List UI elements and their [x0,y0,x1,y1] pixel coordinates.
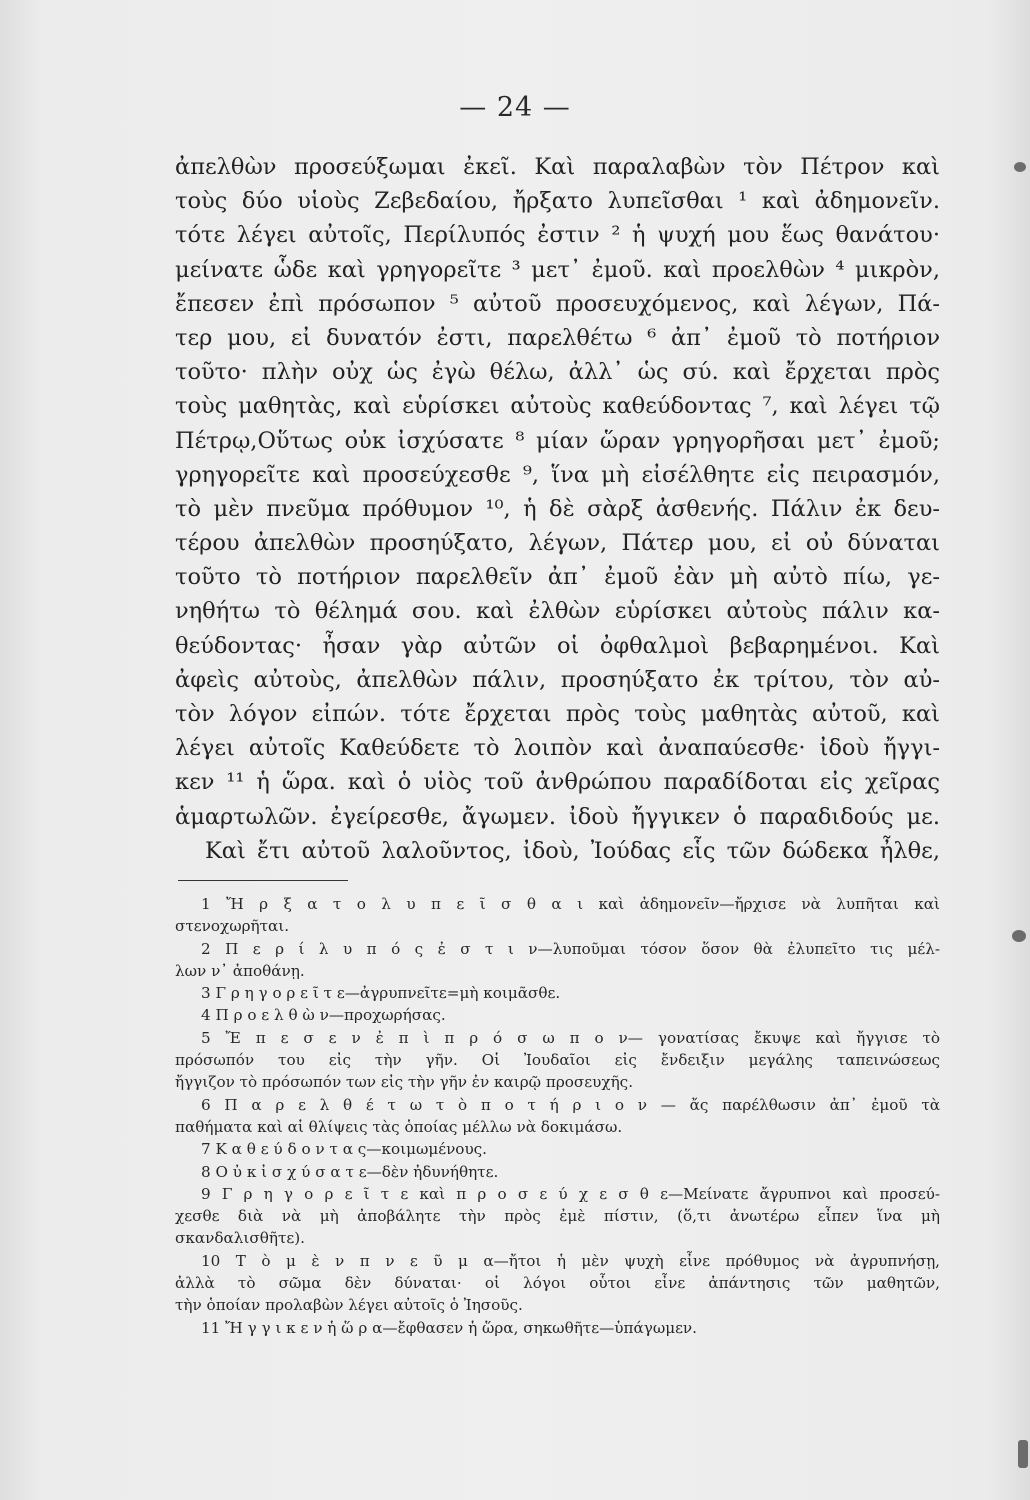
footnote-line: τὴν ὁποίαν προλαβὼν λέγει αὐτοῖς ὁ Ἰησοῦς. [175,1296,523,1315]
footnote-line: στενοχωρῆται. [175,917,290,936]
text-line: Καὶ ἔτι αὐτοῦ λαλοῦντος, ἰδοὺ, Ἰούδας εἷς τῶν δώδεκα ἦλθε, [205,837,940,864]
footnote-line: παθήματα καὶ αἱ θλίψεις τὰς ὁποίας μέλλω νὰ δοκιμάσω. [175,1117,623,1136]
text-line: τὸν λόγον εἰπών. τότε ἔρχεται πρὸς τοὺς μαθητὰς αὐτοῦ, καὶ [175,701,940,727]
page-number: — 24 — [459,92,571,123]
footnote-line: 4 Π ρ ο ε λ θ ὼ ν—προχωρήσας. [201,1006,446,1025]
text-line: τότε λέγει αὐτοῖς, Περίλυπός ἐστιν ² ἡ ψυχή μου ἕως θανάτου· [175,222,940,249]
footnote-line: λων ν᾽ ἀποθάνῃ. [175,961,305,980]
footnote-line: 2 Π ε ρ ί λ υ π ό ς ἐ σ τ ι ν—λυποῦμαι τόσον ὅσον θὰ ἐλυπεῖτο τις μέλ- [201,939,940,958]
text-line: ἁμαρτωλῶν. ἐγείρεσθε, ἄγωμεν. ἰδοὺ ἤγγικεν ὁ παραδιδούς με. [175,803,940,830]
text-line: γρηγορεῖτε καὶ προσεύχεσθε ⁹, ἵνα μὴ εἰσέλθητε εἰς πειρασμόν, [175,461,940,488]
footnote-line: 3 Γ ρ η γ ο ρ ε ῖ τ ε—ἀγρυπνεῖτε=μὴ κοιμᾶσθε. [201,984,561,1003]
footnote-line: 7 Κ α θ ε ύ δ ο ν τ α ς—κοιμωμένους. [201,1140,488,1159]
text-line: λέγει αὐτοῖς Καθεύδετε τὸ λοιπὸν καὶ ἀναπαύεσθε· ἰδοὺ ἤγγι- [175,735,940,762]
text-line: τὸ μὲν πνεῦμα πρόθυμον ¹⁰, ἡ δὲ σὰρξ ἀσθενής. Πάλιν ἐκ δευ- [175,495,940,522]
footnote-line: χεσθε διὰ νὰ μὴ ἀποβάλητε τὴν πρὸς ἐμὲ πίστιν, (ὅ,τι ἀνωτέρω εἶπεν ἵνα μὴ [175,1207,940,1226]
footnote-line: πρόσωπόν του εἰς τὴν γῆν. Οἱ Ἰουδαῖοι εἰς ἔνδειξιν μεγάλης ταπεινώσεως [175,1051,940,1070]
text-line: ἀπελθὼν προσεύξωμαι ἐκεῖ. Καὶ παραλαβὼν τὸν Πέτρον καὶ [175,154,940,180]
ink-blot [1014,162,1026,172]
text-line: κεν ¹¹ ἡ ὥρα. καὶ ὁ υἱὸς τοῦ ἀνθρώπου παραδίδοται εἰς χεῖρας [175,769,940,796]
footnote-line: 6 Π α ρ ε λ θ έ τ ω τ ὸ π ο τ ή ρ ι ο ν — ἄς παρέλθωσιν ἀπ᾽ ἐμοῦ τὰ [201,1095,940,1114]
ink-blot [1012,930,1026,942]
body-text [175,150,940,868]
footnote-line: 1 Ἤ ρ ξ α τ ο λ υ π ε ῖ σ θ α ι καὶ ἀδημονεῖν—ἤρχισε νὰ λυπῆται καὶ [201,895,940,913]
text-line: μείνατε ὧδε καὶ γρηγορεῖτε ³ μετ᾽ ἐμοῦ. καὶ προελθὼν ⁴ μικρὸν, [175,256,940,283]
text-line: τοὺς δύο υἱοὺς Ζεβεδαίου, ἤρξατο λυπεῖσθαι ¹ καὶ ἀδημονεῖν. [175,188,940,215]
footnote-line: ἀλλὰ τὸ σῶμα δὲν δύναται· οἱ λόγοι οὗτοι εἶνε ἀπάντησις τῶν μαθητῶν, [175,1274,940,1293]
footnote-line: 10 Τ ὸ μ ὲ ν π ν ε ῦ μ α—ἤτοι ἡ μὲν ψυχὴ εἶνε πρόθυμος νὰ ἀγρυπνήσῃ, [201,1251,940,1270]
footnotes [175,893,940,1339]
text-line: ἔπεσεν ἐπὶ πρόσωπον ⁵ αὐτοῦ προσευχόμενος, καὶ λέγων, Πά- [175,290,940,317]
footnote-line: 11 Ἤ γ γ ι κ ε ν ἡ ὥ ρ α—ἔφθασεν ἡ ὥρα, σηκωθῆτε—ὑπάγωμεν. [201,1318,697,1337]
footnote-separator [178,880,348,881]
text-line: Πέτρῳ,Οὕτως οὐκ ἰσχύσατε ⁸ μίαν ὥραν γρηγορῆσαι μετ᾽ ἐμοῦ; [175,427,940,454]
text-line: νηθήτω τὸ θέλημά σου. καὶ ἐλθὼν εὑρίσκει αὐτοὺς πάλιν κα- [175,598,940,625]
ink-blot [1018,1440,1028,1468]
text-line: τέρου ἀπελθὼν προσηύξατο, λέγων, Πάτερ μου, εἰ οὐ δύναται [175,530,940,557]
text-line: θεύδοντας· ἦσαν γὰρ αὐτῶν οἱ ὀφθαλμοὶ βεβαρημένοι. Καὶ [175,632,940,659]
footnote-line: ἤγγιζον τὸ πρόσωπόν των εἰς τὴν γῆν ἐν καιρῷ προσευχῆς. [175,1073,634,1092]
text-line: ἀφεὶς αὐτοὺς, ἀπελθὼν πάλιν, προσηύξατο ἐκ τρίτου, τὸν αὐ- [175,666,940,693]
text-line: τοῦτο· πλὴν οὐχ ὡς ἐγὼ θέλω, ἀλλ᾽ ὡς σύ. καὶ ἔρχεται πρὸς [175,359,940,386]
text-line: τοὺς μαθητὰς, καὶ εὑρίσκει αὐτοὺς καθεύδοντας ⁷, καὶ λέγει τῷ [175,393,940,420]
footnote-line: 5 Ἔ π ε σ ε ν ἐ π ὶ π ρ ό σ ω π ο ν— γονατίσας ἔκυψε καὶ ἤγγισε τὸ [201,1028,940,1047]
text-line: τερ μου, εἰ δυνατόν ἐστι, παρελθέτω ⁶ ἀπ᾽ ἐμοῦ τὸ ποτήριον [175,324,940,351]
footnote-line: 9 Γ ρ η γ ο ρ ε ῖ τ ε καὶ π ρ ο σ ε ύ χ ε σ θ ε—Μείνατε ἄγρυπνοι καὶ προσεύ- [201,1184,940,1203]
text-line: τοῦτο τὸ ποτήριον παρελθεῖν ἀπ᾽ ἐμοῦ ἐὰν μὴ αὐτὸ πίω, γε- [175,564,940,591]
footnote-line: σκανδαλισθῆτε). [175,1229,305,1248]
footnote-line: 8 Ο ὐ κ ἰ σ χ ύ σ α τ ε—δὲν ἠδυνήθητε. [201,1162,499,1181]
